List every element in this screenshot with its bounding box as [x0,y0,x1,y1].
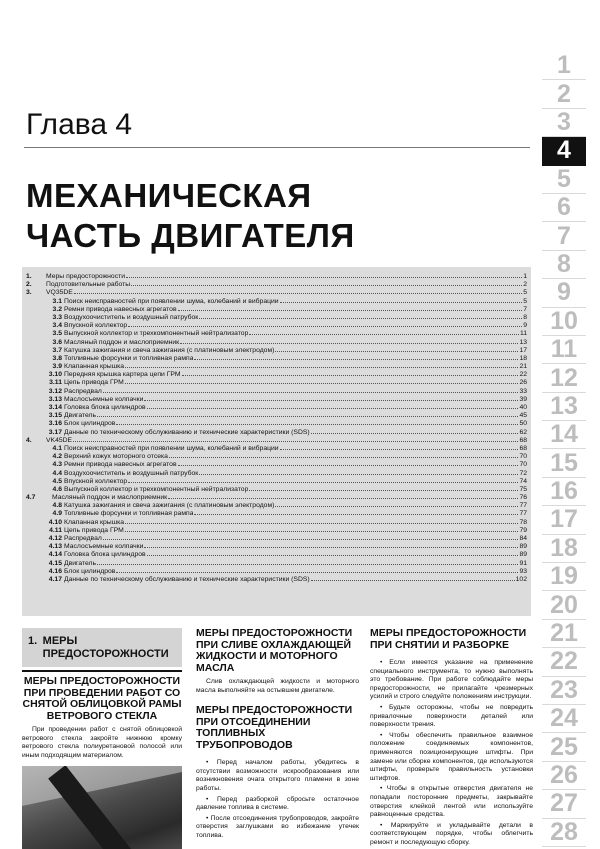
chapter-tab-9[interactable]: 9 [542,279,586,307]
toc-page: 62 [519,428,527,436]
toc-title: Блок цилиндров [64,420,116,428]
toc-title: Воздухоочиститель и воздушный патрубок [64,313,199,321]
toc-entry[interactable] [26,288,527,296]
toc-page: 7 [523,305,527,313]
chapter-tab-11[interactable]: 11 [542,336,586,364]
toc-number: 4.5 [52,477,62,485]
toc-page: 93 [519,567,527,575]
toc-entry[interactable] [26,419,527,427]
chapter-tab-2[interactable]: 2 [542,80,586,108]
toc-entry[interactable] [26,559,527,567]
toc-number: 4.13 [48,543,62,551]
toc-page: 50 [519,420,527,428]
toc-entry[interactable] [26,428,527,436]
toc-leader [116,567,518,573]
toc-page: 22 [519,371,527,379]
toc-number: 4.10 [48,518,62,526]
toc-title: Выпускной коллектор и трехкомпонентный нейтрализатор [64,485,249,493]
toc-title: Масляный поддон и маслоприемник [64,338,180,346]
toc-entry[interactable] [26,354,527,362]
toc-title: Распредвал [64,387,102,395]
paragraph: Слив охлаждающей жидкости и моторного масла выполняйте на остывшем двигателе. [196,678,359,694]
toc-leader [97,411,518,417]
toc-title: Головка блока цилиндров [64,404,146,411]
toc-leader [275,346,518,352]
toc-leader [199,313,522,319]
toc-title: Данные по техническому обслуживанию и технические характеристики (SDS) [64,575,310,583]
toc-leader [147,403,519,409]
toc-entry[interactable] [26,346,527,354]
toc-title: Клапанная крышка [64,518,125,526]
chapter-tab-13[interactable]: 13 [542,393,586,421]
bullet-item: • Чтобы обеспечить правильное взаимное положение соединяемых компонентов, применяются позиционирующие штифты. При замене или сборке компонентов, где используются штифты, проверьте правильность установки штифтов. [370,731,533,782]
toc-title: Топливные форсунки и топливная рампа [64,354,194,362]
chapter-tab-12[interactable]: 12 [542,364,586,392]
toc-entry[interactable] [26,477,527,485]
toc-entry[interactable] [26,452,527,460]
toc-number: 4.4 [52,469,62,477]
toc-number: 3.3 [52,313,62,321]
toc-number: 4.7 [26,494,36,502]
chapter-tab-10[interactable]: 10 [542,308,586,336]
toc-number: 4.11 [49,526,62,534]
toc-page: 68 [519,444,527,452]
paragraph: При проведении работ с снятой облицовкой ветрового стекла закройте нижнюю кромку ветрового стекла полиуретановой полосой или иным подходящим материалом. [22,726,182,759]
toc-leader [178,460,519,466]
toc-title: Катушка зажигания и свеча зажигания (с платиновым электродом) [64,502,275,510]
toc-leader [103,534,519,540]
chapter-tab-20[interactable]: 20 [542,591,586,619]
toc-entry[interactable] [26,509,527,517]
chapter-tab-17[interactable]: 17 [542,506,586,534]
toc-page: 21 [519,363,527,371]
chapter-tab-23[interactable]: 23 [542,677,586,705]
toc-entry[interactable] [26,444,527,452]
toc-entry[interactable] [26,338,527,346]
toc-entry[interactable] [26,395,527,403]
toc-number: 4.15 [48,559,62,567]
toc-page: 75 [519,485,527,493]
toc-page: 89 [519,543,527,551]
toc-number: 4.2 [52,453,62,461]
toc-entry[interactable] [26,370,527,378]
toc-leader [125,362,518,368]
heading-removal-disassembly: МЕРЫ ПРЕДОСТОРОЖНОСТИ ПРИ СНЯТИИ И РАЗБОРКЕ [370,627,527,651]
chapter-tab-3[interactable]: 3 [542,109,586,137]
toc-number: 3.4 [52,322,62,330]
page-title-line-1: МЕХАНИЧЕСКАЯ [26,177,312,214]
chapter-label: Глава 4 [26,108,133,141]
chapter-tab-19[interactable]: 19 [542,563,586,591]
toc-entry[interactable] [26,329,527,337]
toc-number: 3.2 [52,305,62,313]
toc-leader [199,469,518,475]
toc-title: VK45DE [46,436,73,444]
toc-leader [128,321,522,327]
toc-page: 76 [519,494,527,502]
toc-leader [194,509,518,515]
toc-page: 2 [523,281,527,289]
toc-page: 77 [519,510,527,518]
toc-number: 4.12 [48,535,62,542]
toc-leader [311,575,515,581]
chapter-tab-4[interactable]: 4 [542,137,586,165]
chapter-tab-1[interactable]: 1 [542,52,586,80]
toc-page: 40 [519,404,527,411]
toc-title: Воздухоочиститель и воздушный патрубок [64,469,199,477]
toc-entry[interactable] [26,436,527,444]
toc-title: Верхний кожух моторного отсека [64,453,168,461]
toc-number: 2. [26,281,32,289]
bullet-item: • Чтобы в открытые отверстия двигателя не попадали посторонние предметы, закрывайте отверстия клейкой лентой или используйте равноценные средства. [370,785,533,819]
toc-entry[interactable] [26,280,527,288]
toc-leader [180,338,518,344]
toc-title: Цепь привода ГРМ [64,379,124,387]
toc-number: 4.14 [48,551,62,559]
chapter-tab-15[interactable]: 15 [542,449,586,477]
toc-title: Маслосъемные колпачки [64,543,144,551]
chapter-tab-22[interactable]: 22 [542,648,586,676]
toc-entry[interactable] [26,362,527,370]
toc-entry[interactable] [26,550,527,558]
toc-leader [249,485,518,491]
toc-page: 74 [519,477,527,485]
toc-page: 17 [519,346,527,354]
toc-leader [125,518,518,524]
toc-number: 3.7 [52,346,62,354]
toc-leader [125,526,519,532]
toc-title: Ремни привода навесных агрегатов [64,461,177,469]
toc-number: 3.16 [48,420,62,428]
toc-title: Ремни привода навесных агрегатов [64,305,177,313]
toc-page: 13 [519,338,527,346]
toc-entry[interactable] [26,321,527,329]
toc-number: 4.1 [52,444,62,452]
toc-number: 4.17 [48,575,62,583]
toc-leader [144,395,518,401]
toc-entry[interactable] [26,575,527,583]
toc-title: Цепь привода ГРМ [64,526,124,534]
toc-title: Подготовительные работы [46,281,131,289]
toc-leader [280,444,519,450]
toc-number: 4.9 [52,510,62,518]
toc-entry[interactable] [26,469,527,477]
toc-page: 39 [519,395,527,403]
subsection-heading: МЕРЫ ПРЕДОСТОРОЖНОСТИ ПРИ ПРОВЕДЕНИИ РАБОТ СО СНЯТОЙ ОБЛИЦОВКОЙ РАМЫ ВЕТРОВОГО СТЕКЛА [22,675,182,722]
toc-number: 3.12 [48,387,62,395]
toc-page: 5 [523,297,527,305]
toc-leader [97,559,518,565]
section-number: 1. [28,635,38,647]
toc-page: 102 [515,575,527,583]
chapter-tab-8[interactable]: 8 [542,251,586,279]
toc-page: 77 [519,502,527,510]
toc-entry[interactable] [26,297,527,305]
bullet-list [370,659,533,847]
chapter-tab-14[interactable]: 14 [542,421,586,449]
chapter-tabs [542,52,586,847]
toc-title: Клапанная крышка [64,363,125,371]
toc-page: 1 [523,273,527,280]
toc-title: Головка блока цилиндров [64,551,146,559]
toc-entry[interactable] [26,518,527,526]
toc-leader [126,272,522,278]
section-divider [22,670,182,672]
toc-leader [249,329,519,335]
toc-page: 18 [519,354,527,362]
toc-title: Маслосъемные колпачки [64,395,144,403]
column-1 [22,628,182,849]
toc-number: 4.6 [52,485,62,493]
toc-number: 4.8 [52,502,62,510]
toc-title: Поиск неисправностей при появлении шума, колебаний и вибрации [64,444,279,452]
toc-number: 3.5 [52,330,62,338]
toc-title: Впускной коллектор [64,322,128,330]
page-title-line-2: ЧАСТЬ ДВИГАТЕЛЯ [26,217,355,254]
toc-page: 70 [519,461,527,469]
toc-page: 84 [519,535,527,542]
toc-title: Двигатель [64,412,97,420]
toc-page: 45 [519,412,527,420]
section-header [22,628,182,667]
toc-number: 3.11 [49,379,62,387]
bullet-list [196,759,359,840]
toc-page: 26 [519,379,527,387]
toc-number: 3.14 [48,404,62,411]
toc-title: Топливные форсунки и топливная рампа [64,510,194,518]
toc-title: Распредвал [64,535,102,542]
toc-page: 78 [519,518,527,526]
toc-entry[interactable] [26,501,527,509]
toc-number: 3.13 [48,395,62,403]
toc-title: Масляный поддон и маслоприемник [52,494,168,502]
toc-page: 8 [523,313,527,321]
toc-leader [194,354,518,360]
toc-entry[interactable] [26,387,527,395]
bullet-item: • Если имеется указание на применение специального инструмента, то нужно выполнять это требование. При работе соблюдайте меры предосторожности, не прилагайте чрезмерных усилий и строго следуйте положениям инструкции. [370,659,533,701]
toc-number: 3. [26,289,32,297]
toc-leader [275,501,518,507]
toc-title: Катушка зажигания и свеча зажигания (с платиновым электродом) [64,346,275,354]
toc-leader [182,370,519,376]
toc-entry[interactable] [26,542,527,550]
toc-page: 70 [519,453,527,461]
heading-coolant-oil: МЕРЫ ПРЕДОСТОРОЖНОСТИ ПРИ СЛИВЕ ОХЛАЖДАЮЩЕЙ ЖИДКОСТИ И МОТОРНОГО МАСЛА [196,627,353,674]
toc-entry[interactable] [26,305,527,313]
toc-leader [169,452,519,458]
toc-title: Двигатель [64,559,97,567]
toc-leader [144,542,518,548]
column-3 [370,628,533,849]
page-title [26,176,355,256]
toc-page: 79 [519,526,527,534]
toc-leader [74,288,522,294]
toc-entry[interactable] [26,534,527,542]
toc-number: 3.1 [52,297,62,305]
toc-number: 4.3 [52,461,62,469]
toc-leader [128,477,518,483]
toc-page: 33 [519,387,527,395]
toc-title: Данные по техническому обслуживанию и технические характеристики (SDS) [64,428,310,436]
toc-number: 3.10 [48,371,62,379]
table-of-contents [22,267,531,616]
toc-leader [311,428,519,434]
toc-entry[interactable] [26,460,527,468]
toc-page: 68 [519,436,527,444]
windshield-photo [22,766,182,849]
toc-title: VQ35DE [46,289,73,297]
toc-number: 4. [26,436,32,444]
chapter-tab-6[interactable]: 6 [542,194,586,222]
toc-page: 91 [519,559,527,567]
toc-title: Передняя крышка картера цепи ГРМ [64,371,181,379]
chapter-tab-24[interactable]: 24 [542,705,586,733]
toc-leader [131,280,522,286]
toc-number: 3.17 [48,428,62,436]
bullet-item: • Будьте осторожны, чтобы не повредить привалочные поверхности деталей или поверхности трения. [370,703,533,729]
toc-title: Впускной коллектор [64,477,128,485]
toc-number: 3.15 [48,412,62,420]
toc-entry[interactable] [26,493,527,501]
bullet-item: • Перед разборкой сбросьте остаточное давление топлива в системе. [196,795,359,812]
toc-entry[interactable] [26,313,527,321]
chapter-divider [24,147,530,148]
toc-entry[interactable] [26,403,527,411]
chapter-tab-27[interactable]: 27 [542,790,586,818]
toc-title: Поиск неисправностей при появлении шума, колебаний и вибрации [64,297,279,305]
column-2 [196,628,359,843]
chapter-tab-21[interactable]: 21 [542,620,586,648]
chapter-tab-26[interactable]: 26 [542,762,586,790]
windshield-glass [22,766,182,806]
bullet-item: • Перед началом работы, убедитесь в отсутствии возможности искрообразования или возникновения очага открытого пламени в зоне работы. [196,759,359,792]
toc-number: 1. [26,273,32,280]
bullet-item: • Маркируйте и укладывайте детали в соответствующем порядке, чтобы облегчить ремонт и последующую сборку. [370,821,533,846]
toc-page: 11 [519,330,527,338]
toc-page: 9 [523,322,527,330]
toc-leader [168,493,518,499]
toc-entry[interactable] [26,272,527,280]
toc-leader [73,436,518,442]
toc-page: 89 [519,551,527,559]
chapter-tab-28[interactable]: 28 [542,819,586,847]
toc-title: Выпускной коллектор и трехкомпонентный нейтрализатор [64,330,249,338]
section-title: МЕРЫ ПРЕДОСТОРОЖНОСТИ [42,635,169,660]
toc-leader [125,378,519,384]
chapter-tab-7[interactable]: 7 [542,222,586,250]
toc-entry[interactable] [26,567,527,575]
toc-title: Меры предосторожности [46,273,125,280]
chapter-tab-16[interactable]: 16 [542,478,586,506]
toc-number: 3.9 [52,363,62,371]
toc-entry[interactable] [26,411,527,419]
chapter-tab-5[interactable]: 5 [542,166,586,194]
toc-leader [280,297,523,303]
toc-number: 3.6 [52,338,62,346]
heading-fuel-lines: МЕРЫ ПРЕДОСТОРОЖНОСТИ ПРИ ОТСОЕДИНЕНИИ ТОПЛИВНЫХ ТРУБОПРОВОДОВ [196,704,353,751]
chapter-tab-25[interactable]: 25 [542,733,586,761]
chapter-tab-18[interactable]: 18 [542,535,586,563]
toc-entry[interactable] [26,485,527,493]
toc-entry[interactable] [26,526,527,534]
toc-entry[interactable] [26,378,527,386]
toc-leader [103,387,519,393]
bullet-item: • После отсоединения трубопроводов, закройте отверстия заглушками во избежание утечек топлива. [196,814,359,839]
toc-leader [178,305,523,311]
toc-title: Блок цилиндров [64,567,116,575]
toc-leader [116,419,518,425]
toc-page: 5 [523,289,527,297]
toc-page: 72 [519,469,527,477]
toc-leader [147,550,519,556]
toc-number: 4.16 [48,567,62,575]
toc-number: 3.8 [52,354,62,362]
